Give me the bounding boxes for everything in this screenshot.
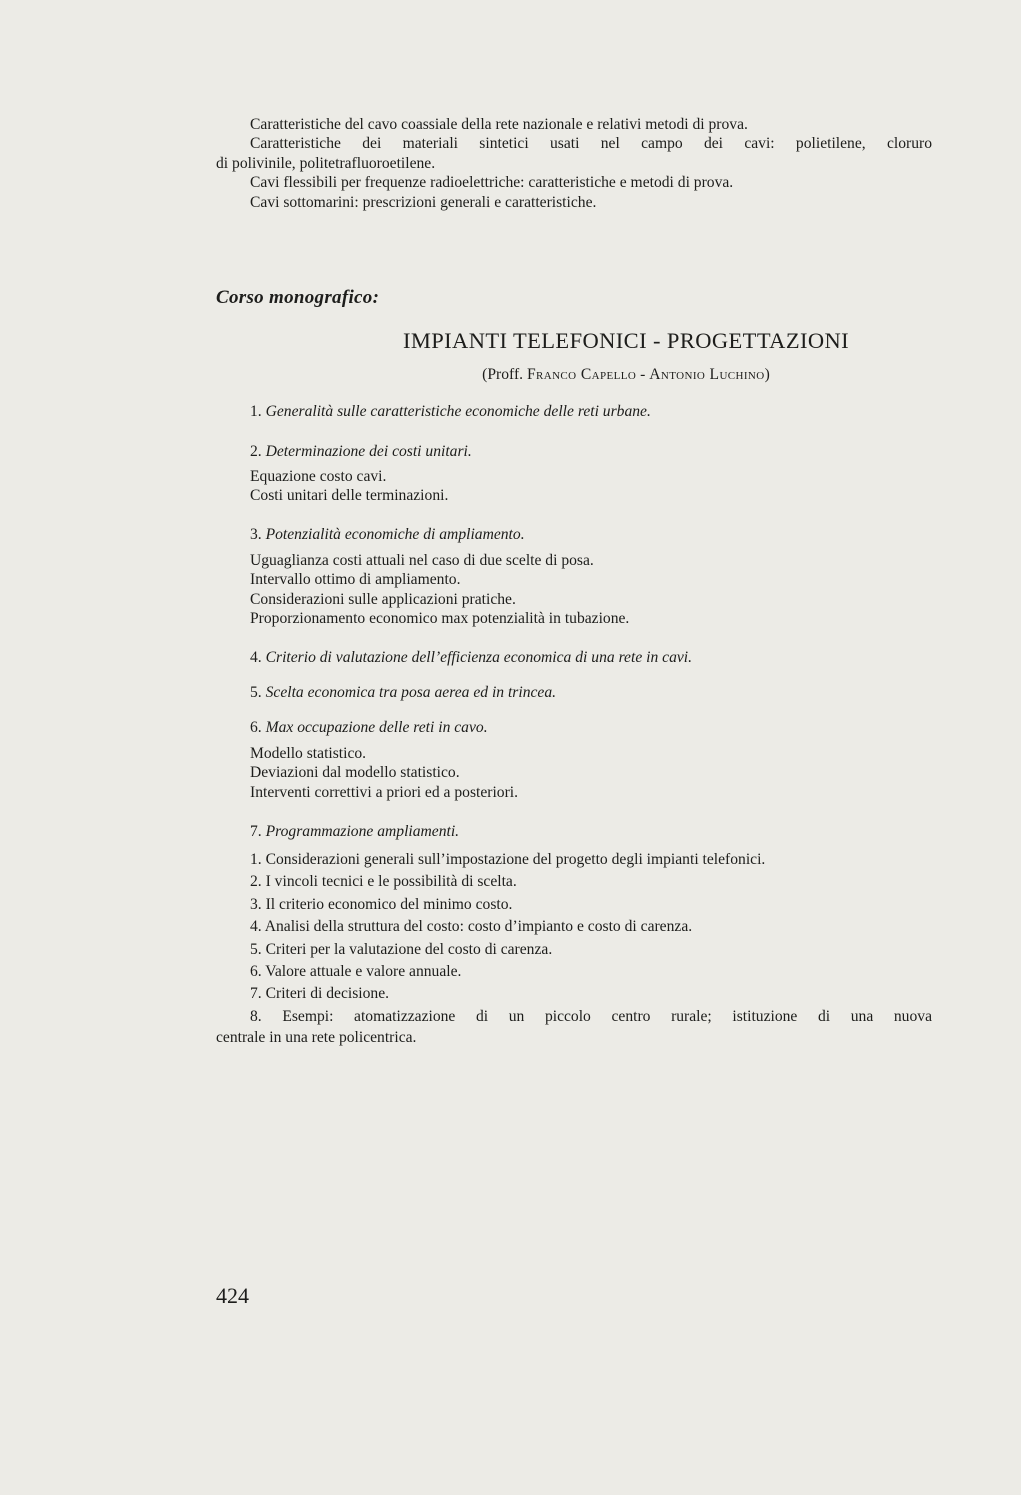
- section-title: Scelta economica tra posa aerea ed in trincea.: [265, 684, 557, 701]
- course-heading: Corso monografico:: [216, 287, 380, 308]
- section-items: [216, 551, 932, 629]
- course-title: IMPIANTI TELEFONICI - PROGETTAZIONI: [402, 328, 850, 353]
- list-item: Costi unitari delle terminazioni.: [250, 487, 449, 505]
- section-heading: [216, 525, 966, 544]
- intro-line: Caratteristiche dei materiali sintetici usati nel campo dei cavi: polietilene, cloruro: [250, 135, 932, 153]
- author-name: Franco Capello: [526, 366, 637, 383]
- list-item: Proporzionamento economico max potenzialità in tubazione.: [250, 610, 630, 628]
- subitem-list: [216, 849, 932, 1048]
- list-item: Uguaglianza costi attuali nel caso di due scelte di posa.: [250, 552, 594, 569]
- section-items: [216, 744, 932, 802]
- section-number: 5.: [250, 684, 262, 701]
- intro-line: Cavi sottomarini: prescrizioni generali e caratteristiche.: [250, 193, 597, 211]
- list-item: 8. Esempi: atomatizzazione di un piccolo centro rurale; istituzione di una nuova: [250, 1007, 932, 1025]
- list-item: Deviazioni dal modello statistico.: [250, 764, 460, 782]
- list-item: Considerazioni sulle applicazioni pratiche.: [250, 590, 516, 608]
- section-heading: [216, 648, 966, 667]
- intro-line: di polivinile, politetrafluoroetilene.: [216, 154, 436, 172]
- list-item: Intervallo ottimo di ampliamento.: [250, 571, 461, 589]
- list-item: Modello statistico.: [250, 745, 367, 762]
- section-number: 1.: [250, 403, 262, 420]
- list-item: Equazione costo cavi.: [250, 468, 387, 485]
- section-title: Potenzialità economiche di ampliamento.: [265, 526, 525, 543]
- intro-paragraph: [216, 115, 932, 212]
- section-title: Determinazione dei costi unitari.: [265, 443, 472, 460]
- intro-line: Cavi flessibili per frequenze radioelettriche: caratteristiche e metodi di prova.: [250, 174, 734, 192]
- list-item: 1. Considerazioni generali sull’impostazione del progetto degli impianti telefonici.: [250, 851, 766, 868]
- section-number: 2.: [250, 443, 262, 460]
- section-heading: [216, 718, 966, 737]
- section-title: Programmazione ampliamenti.: [265, 823, 460, 840]
- authors-separator: -: [640, 366, 646, 383]
- section-heading: [216, 683, 966, 702]
- section-heading: [216, 822, 966, 841]
- author-name: Antonio Luchino: [649, 366, 765, 383]
- intro-line: Caratteristiche del cavo coassiale della rete nazionale e relativi metodi di prova.: [250, 116, 748, 133]
- list-item: 3. Il criterio economico del minimo costo.: [250, 895, 513, 913]
- section-number: 4.: [250, 649, 262, 666]
- section-heading: [216, 442, 966, 461]
- page-number: 424: [216, 1283, 249, 1308]
- list-item: 5. Criteri per la valutazione del costo di carenza.: [250, 940, 553, 958]
- list-item: 6. Valore attuale e valore annuale.: [250, 963, 462, 981]
- list-item: 2. I vincoli tecnici e le possibilità di scelta.: [250, 873, 517, 891]
- section-items: [216, 467, 932, 506]
- course-authors: [216, 366, 1021, 384]
- section-heading: [216, 402, 966, 421]
- section-title: Generalità sulle caratteristiche economiche delle reti urbane.: [265, 403, 651, 420]
- section-title: Max occupazione delle reti in cavo.: [265, 719, 488, 736]
- list-item-continuation: centrale in una rete policentrica.: [216, 1029, 417, 1047]
- section-title: Criterio di valutazione dell’efficienza economica di una rete in cavi.: [265, 649, 693, 666]
- section-number: 3.: [250, 526, 262, 543]
- authors-suffix: ): [764, 366, 770, 383]
- list-item: 4. Analisi della struttura del costo: costo d’impianto e costo di carenza.: [250, 918, 693, 936]
- authors-prefix: (Proff.: [482, 366, 524, 383]
- section-number: 7.: [250, 823, 262, 840]
- list-item: 7. Criteri di decisione.: [250, 985, 390, 1003]
- list-item: Interventi correttivi a priori ed a posteriori.: [250, 783, 519, 801]
- section-number: 6.: [250, 719, 262, 736]
